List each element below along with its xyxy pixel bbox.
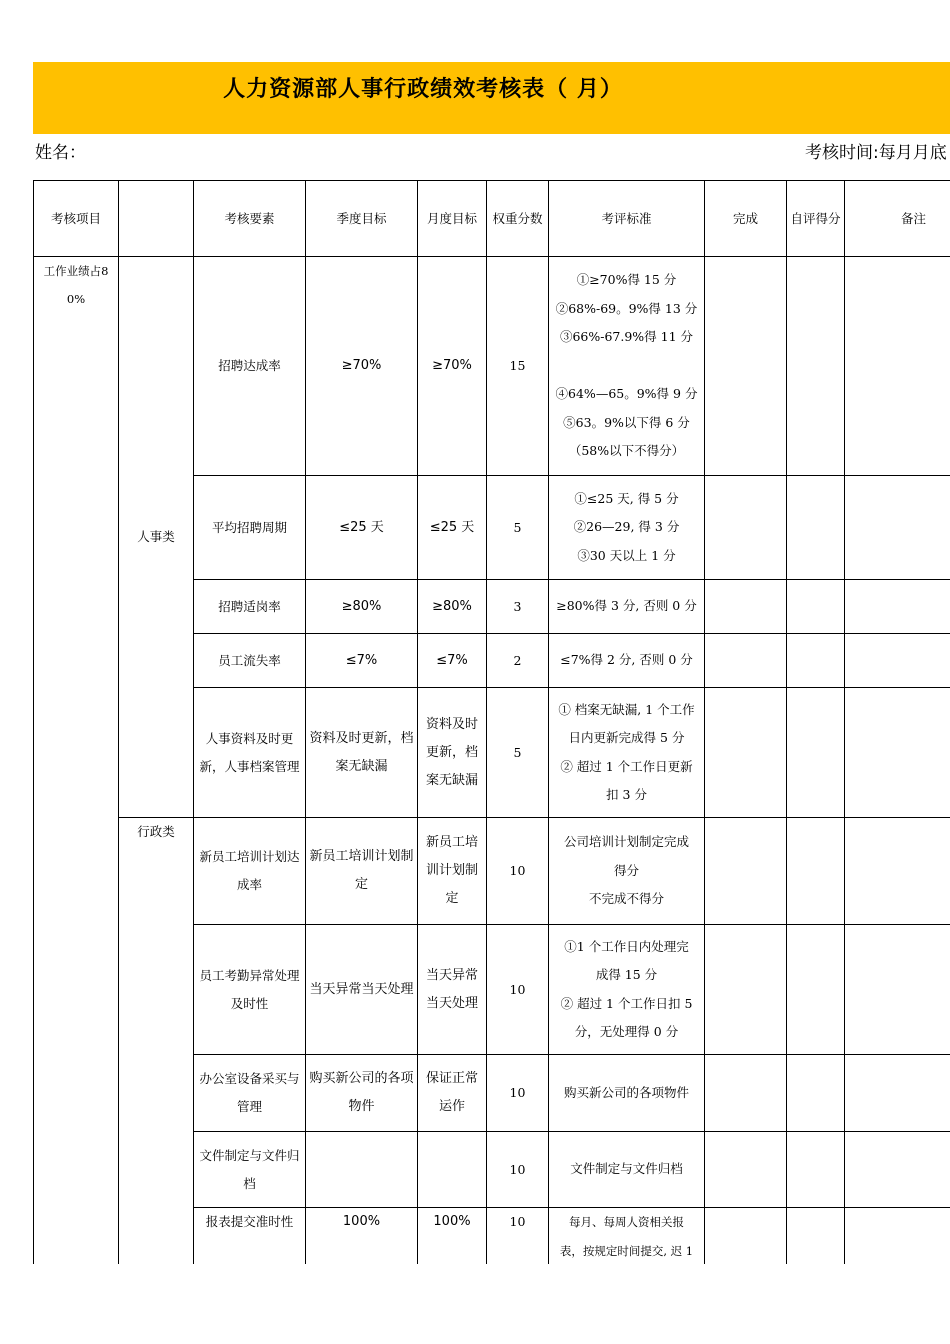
criteria-line: ②26—29, 得 3 分 — [573, 519, 680, 535]
criteria-line — [552, 352, 701, 381]
cell-complete[interactable] — [705, 925, 787, 1055]
cell-criteria — [549, 1208, 705, 1265]
cell-self-score[interactable] — [787, 476, 845, 580]
cell-month-target: 新员工培训计划制定 — [418, 818, 487, 925]
category-admin: 行政类 — [119, 818, 194, 1265]
cell-remark[interactable] — [845, 257, 950, 476]
cell-complete[interactable] — [705, 634, 787, 688]
cell-criteria — [549, 257, 705, 476]
cell-self-score[interactable] — [787, 1055, 845, 1132]
cell-remark[interactable] — [845, 925, 950, 1055]
cell-element: 人事资料及时更新，人事档案管理 — [194, 688, 306, 818]
cell-remark[interactable] — [845, 818, 950, 925]
header-month-target: 月度目标 — [418, 181, 487, 257]
criteria-line: 表，按规定时间提交, 迟 1 — [559, 1243, 694, 1258]
table-row — [34, 257, 950, 476]
cell-weight: 3 — [487, 580, 549, 634]
cell-self-score[interactable] — [787, 580, 845, 634]
cell-weight: 2 — [487, 634, 549, 688]
cell-criteria — [549, 818, 705, 925]
cell-criteria — [549, 476, 705, 580]
cell-element: 报表提交准时性 — [194, 1208, 306, 1265]
header-item: 考核项目 — [34, 181, 119, 257]
header-complete: 完成 — [705, 181, 787, 257]
cell-month-target — [418, 1132, 487, 1208]
page-title: 人力资源部人事行政绩效考核表（ 月） — [223, 77, 623, 102]
cell-element: 员工流失率 — [194, 634, 306, 688]
criteria-line: ①≥70%得 15 分 — [576, 272, 677, 288]
criteria-line: 购买新公司的各项物件 — [563, 1084, 689, 1100]
cell-weight: 15 — [487, 257, 549, 476]
header-quarter-target: 季度目标 — [306, 181, 418, 257]
cell-criteria — [549, 580, 705, 634]
cell-quarter-target: ≤7% — [306, 634, 418, 688]
cell-criteria — [549, 1132, 705, 1208]
cell-complete[interactable] — [705, 1208, 787, 1265]
cell-quarter-target: 新员工培训计划制定 — [306, 818, 418, 925]
criteria-line: 文件制定与文件归档 — [570, 1161, 683, 1177]
cell-element: 文件制定与文件归档 — [194, 1132, 306, 1208]
cell-weight: 5 — [487, 688, 549, 818]
cell-self-score[interactable] — [787, 634, 845, 688]
criteria-line: 得分 — [613, 862, 639, 878]
cell-weight: 10 — [487, 1208, 549, 1265]
criteria-line: ≤7%得 2 分, 否则 0 分 — [560, 652, 693, 668]
cell-complete[interactable] — [705, 580, 787, 634]
criteria-line: ③30 天以上 1 分 — [577, 547, 676, 563]
cell-month-target: ≥80% — [418, 580, 487, 634]
criteria-line: ② 超过 1 个工作日扣 5 — [560, 995, 693, 1011]
criteria-line: ①1 个工作日内处理完 — [564, 938, 689, 954]
cell-criteria — [549, 1055, 705, 1132]
cell-self-score[interactable] — [787, 688, 845, 818]
criteria-line: ⑤63。9%以下得 6 分 — [563, 414, 690, 430]
cell-self-score[interactable] — [787, 257, 845, 476]
category-hr: 人事类 — [119, 257, 194, 818]
header-criteria: 考评标准 — [549, 181, 705, 257]
cell-quarter-target — [306, 1132, 418, 1208]
criteria-line: ② 超过 1 个工作日更新 — [560, 758, 693, 774]
section-label: 工作业绩占80% — [34, 257, 119, 1265]
cell-element: 员工考勤异常处理及时性 — [194, 925, 306, 1055]
cell-element: 平均招聘周期 — [194, 476, 306, 580]
title-banner — [33, 62, 950, 134]
assessment-table — [33, 180, 950, 1264]
cell-element: 招聘适岗率 — [194, 580, 306, 634]
cell-remark[interactable] — [845, 634, 950, 688]
criteria-line: 分，无处理得 0 分 — [574, 1024, 679, 1039]
cell-remark[interactable] — [845, 688, 950, 818]
cell-complete[interactable] — [705, 476, 787, 580]
cell-month-target: 当天异常当天处理 — [418, 925, 487, 1055]
header-weight: 权重分数 — [487, 181, 549, 257]
cell-weight: 10 — [487, 1132, 549, 1208]
cell-complete[interactable] — [705, 1055, 787, 1132]
cell-month-target: ≥70% — [418, 257, 487, 476]
cell-self-score[interactable] — [787, 925, 845, 1055]
cell-month-target: 资料及时更新，档案无缺漏 — [418, 688, 487, 818]
cell-remark[interactable] — [845, 580, 950, 634]
header-self-score: 自评得分 — [787, 181, 845, 257]
cell-complete[interactable] — [705, 818, 787, 925]
criteria-line: 公司培训计划制定完成 — [563, 834, 689, 850]
cell-self-score[interactable] — [787, 1132, 845, 1208]
cell-remark[interactable] — [845, 1208, 950, 1265]
cell-element: 新员工培训计划达成率 — [194, 818, 306, 925]
criteria-line: ②68%-69。9%得 13 分 — [555, 300, 698, 316]
criteria-line: ≥80%得 3 分, 否则 0 分 — [556, 598, 697, 614]
criteria-line: 日内更新完成得 5 分 — [568, 730, 685, 745]
cell-month-target: ≤25 天 — [418, 476, 487, 580]
criteria-line: 成得 15 分 — [595, 967, 658, 982]
cell-self-score[interactable] — [787, 818, 845, 925]
cell-quarter-target: 资料及时更新，档案无缺漏 — [306, 688, 418, 818]
header-remark: 备注 — [845, 181, 950, 257]
header-row — [34, 181, 950, 257]
cell-criteria — [549, 634, 705, 688]
criteria-line: ①≤25 天, 得 5 分 — [574, 490, 679, 506]
cell-weight: 10 — [487, 1055, 549, 1132]
cell-self-score[interactable] — [787, 1208, 845, 1265]
criteria-line: ① 档案无缺漏, 1 个工作 — [558, 701, 695, 717]
cell-element: 办公室设备采买与管理 — [194, 1055, 306, 1132]
cell-quarter-target: ≤25 天 — [306, 476, 418, 580]
assessment-table-wrapper — [33, 180, 950, 1264]
cell-remark[interactable] — [845, 1055, 950, 1132]
cell-quarter-target: ≥80% — [306, 580, 418, 634]
cell-weight: 10 — [487, 818, 549, 925]
criteria-line: ④64%—65。9%得 9 分 — [555, 386, 698, 402]
criteria-line: 扣 3 分 — [606, 787, 647, 802]
cell-complete[interactable] — [705, 257, 787, 476]
cell-month-target: 100% — [418, 1208, 487, 1265]
assessment-time-label: 考核时间:每月月底 — [805, 143, 947, 163]
cell-remark[interactable] — [845, 1132, 950, 1208]
cell-complete[interactable] — [705, 688, 787, 818]
name-label: 姓名： — [35, 143, 86, 163]
cell-weight: 10 — [487, 925, 549, 1055]
cell-element: 招聘达成率 — [194, 257, 306, 476]
criteria-line: （58%以下不得分） — [568, 443, 685, 459]
criteria-line: 每月、每周人资相关报 — [569, 1215, 684, 1229]
cell-quarter-target: 当天异常当天处理 — [306, 925, 418, 1055]
header-element: 考核要素 — [194, 181, 306, 257]
criteria-line: 不完成不得分 — [588, 891, 664, 907]
criteria-line: ③66%-67.9%得 11 分 — [559, 329, 694, 345]
cell-quarter-target: ≥70% — [306, 257, 418, 476]
cell-month-target: 保证正常运作 — [418, 1055, 487, 1132]
cell-quarter-target: 购买新公司的各项物件 — [306, 1055, 418, 1132]
cell-criteria — [549, 925, 705, 1055]
header-category — [119, 181, 194, 257]
cell-weight: 5 — [487, 476, 549, 580]
cell-complete[interactable] — [705, 1132, 787, 1208]
table-row — [34, 818, 950, 925]
cell-criteria — [549, 688, 705, 818]
cell-month-target: ≤7% — [418, 634, 487, 688]
cell-quarter-target: 100% — [306, 1208, 418, 1265]
cell-remark[interactable] — [845, 476, 950, 580]
